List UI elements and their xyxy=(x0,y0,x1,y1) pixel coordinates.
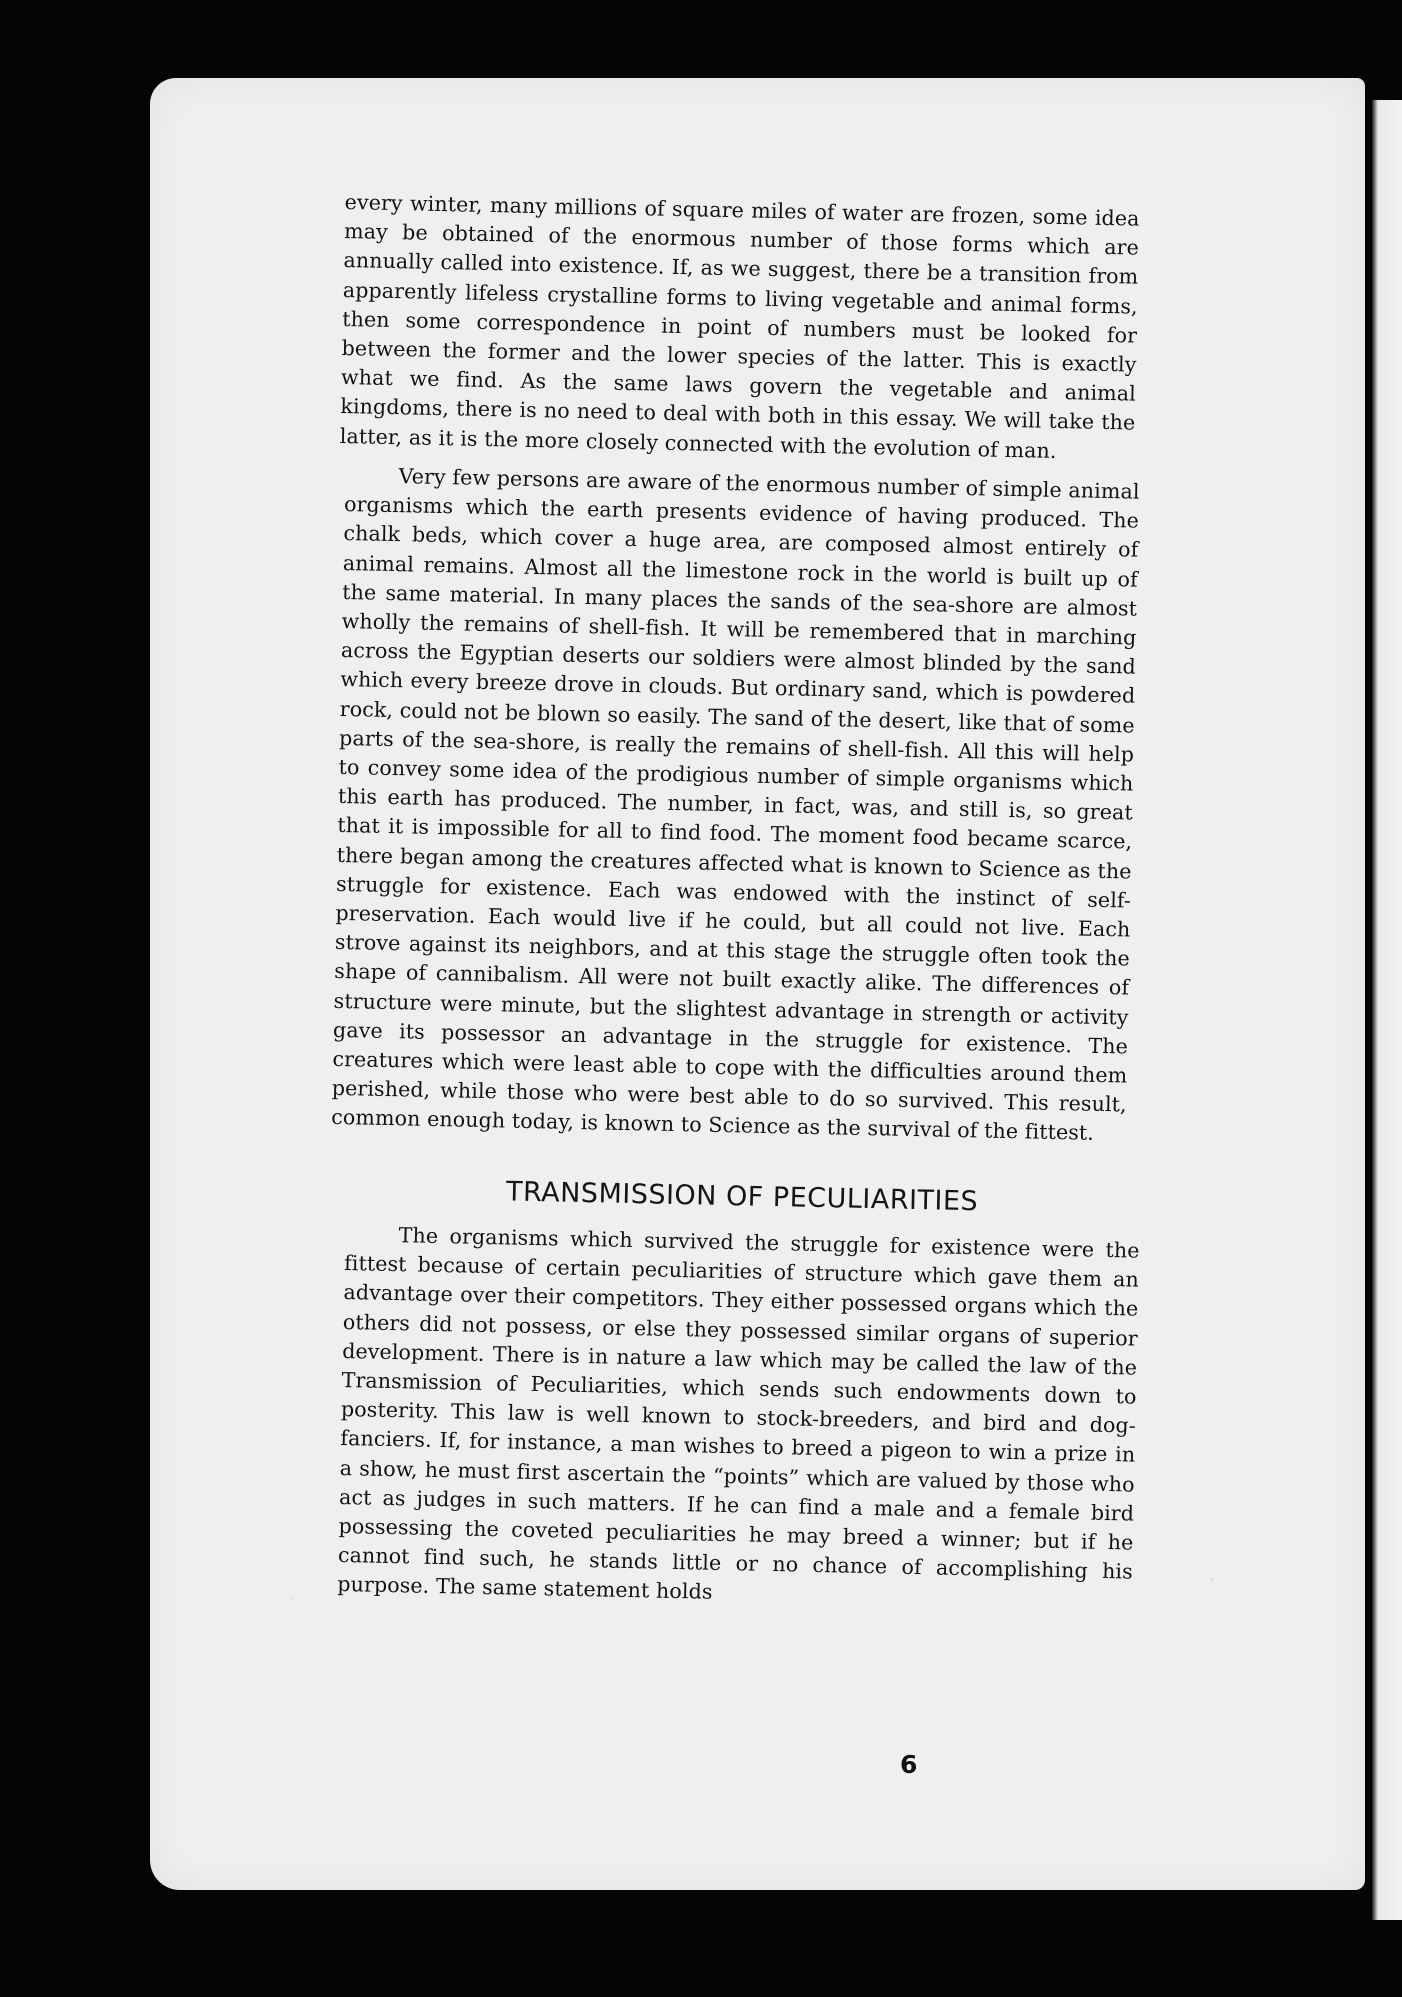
page-number: 6 xyxy=(900,1750,918,1779)
book-page xyxy=(150,78,1365,1890)
paragraph-3: The organisms which survived the struggle for existence were the fittest because of certain peculiarities of structure which gave them an advantage over their competitors. They either possessed organs which the others did not possess, or else they possessed similar organs of superior development. There is in nature a law which may be called the law of the Transmission of Peculiarities, which sends such endowments down to posterity. This law is well known to stock-breeders, and bird and dog-fanciers. If, for instance, a man wishes to breed a pigeon to win a prize in a show, he must first ascertain the “points” which are valued by those who act as judges in such matters. If he can find a male and a female bird possessing the coveted peculiarities he may breed a winner; but if he cannot find such, he stands little or no chance of accomplishing his purpose. The same statement holds xyxy=(337,1222,1140,1604)
paragraph-1: every winter, many millions of square miles of water are frozen, some idea may be obtained of the enormous number of those forms which are annually called into existence. If, as we suggest, there be a transition from apparently lifeless crystalline forms to living vegetable and animal forms, then some correspondence in point of numbers must be looked for between the former and the lower species of the latter. This is exactly what we find. As the same laws govern the vegetable and animal kingdoms, there is no need to deal with both in this essay. We will take the latter, as it is the more closely connected with the evolution of man. xyxy=(339,189,1140,463)
section-heading: TRANSMISSION OF PECULIARITIES xyxy=(505,1175,979,1217)
speck xyxy=(290,1598,292,1600)
body-text xyxy=(331,188,1140,1604)
speck xyxy=(1210,1578,1213,1581)
paragraph-2: Very few persons are aware of the enormous number of simple animal organisms which the earth presents evidence of having produced. The chalk beds, which cover a huge area, are composed almost entirely of animal remains. Almost all the limestone rock in the world is built up of the same material. In many places the sands of the sea-shore are almost wholly the remains of shell-fish. It will be remembered that in marching across the Egyptian deserts our soldiers were almost blinded by the sand which every breeze drove in clouds. But ordinary sand, which is powdered rock, could not be blown so easily. The sand of the desert, like that of some parts of the sea-shore, is really the remains of shell-fish. All this will help to convey some idea of the prodigious number of simple organisms which this earth has produced. The number, in fact, was, and still is, so great that it is impossible for all to find food. The moment food became scarce, there began among the creatures affected what is known to Science as the struggle for existence. Each was endowed with the instinct of self-preservation. Each would live if he could, but all could not live. Each strove against its neighbors, and at this stage the struggle often took the shape of cannibalism. All were not built exactly alike. The differences of structure were minute, but the slightest advantage in strength or activity gave its possessor an advantage in the struggle for existence. The creatures which were least able to cope with the difficulties around them perished, while those who were best able to do so survived. This result, common enough today, is known to Science as the survival of the fittest. xyxy=(331,463,1140,1146)
adjacent-page-edge xyxy=(1372,100,1402,1920)
